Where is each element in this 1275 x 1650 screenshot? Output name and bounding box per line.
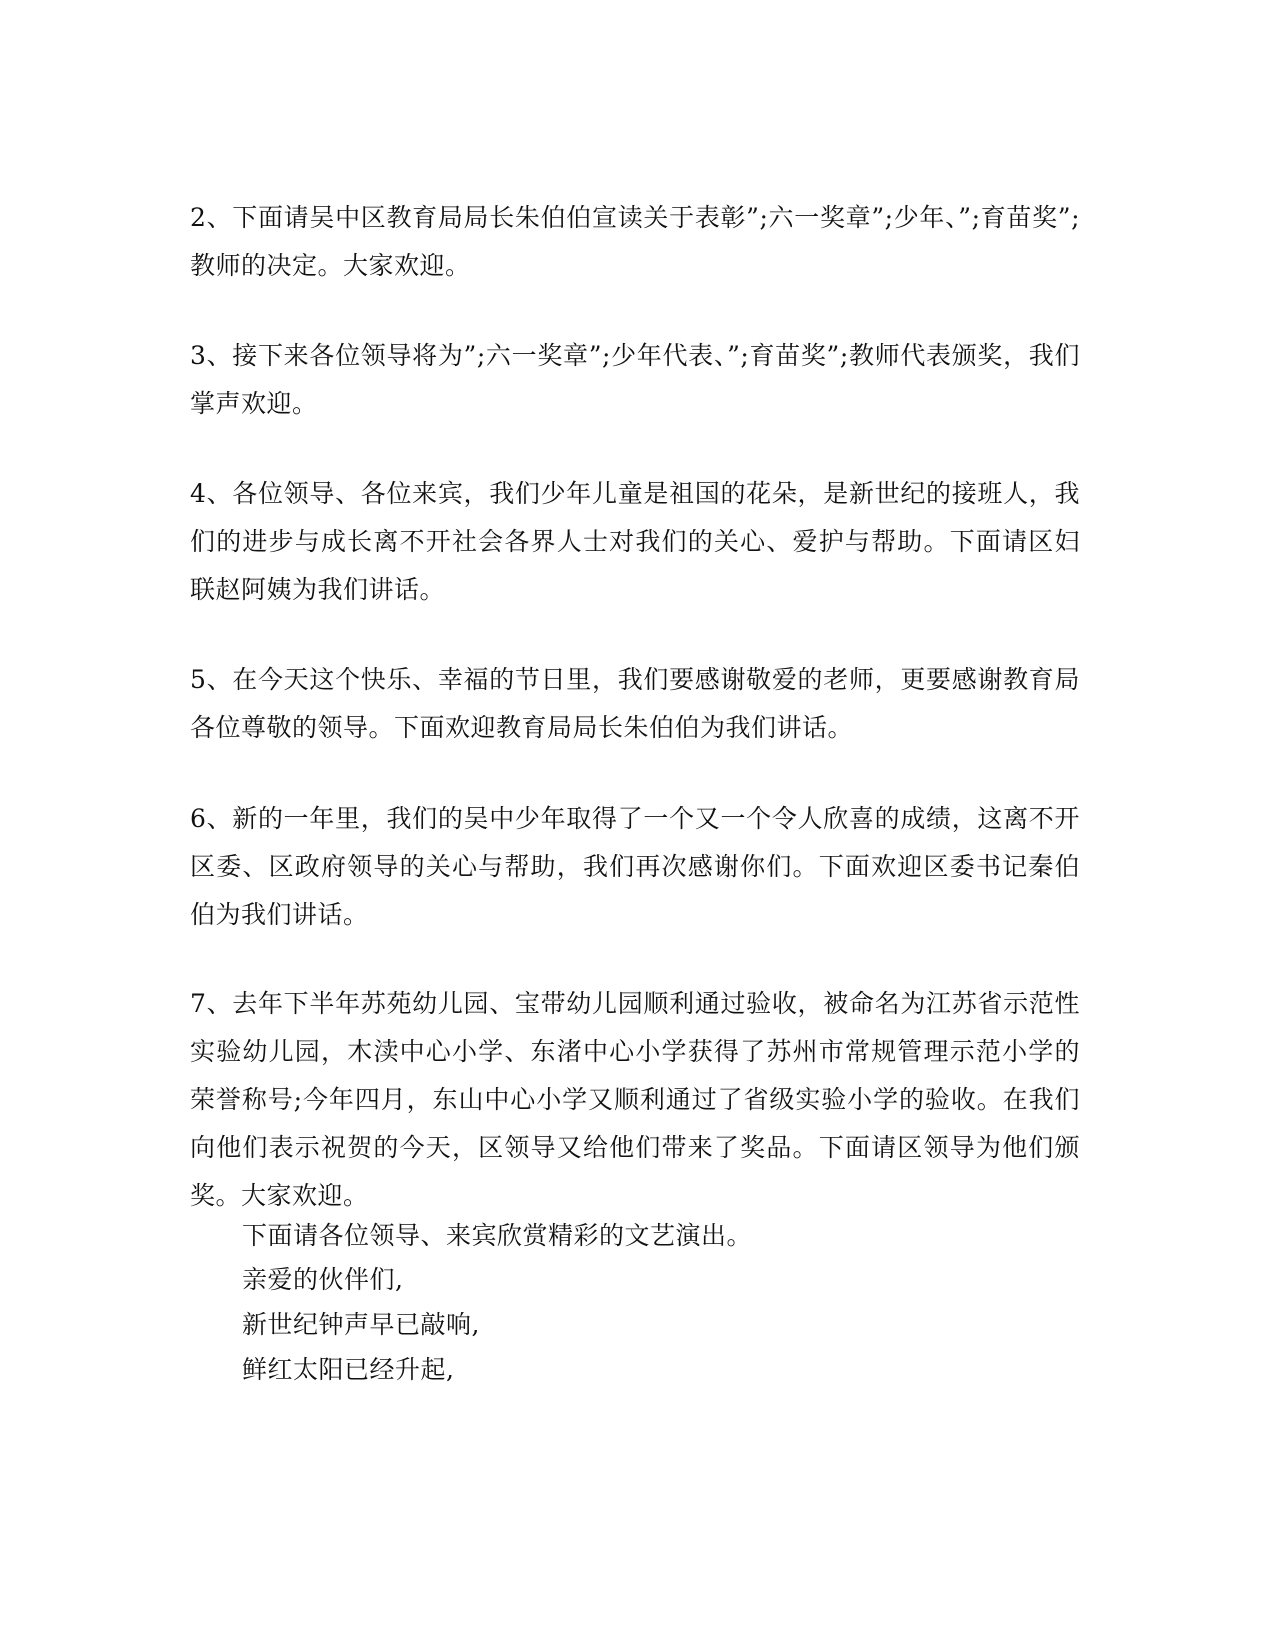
paragraph-3: 3、接下来各位领导将为”;六一奖章”;少年代表、”;育苗奖”;教师代表颁奖，我们掌声欢迎。	[190, 341, 1080, 418]
verse-line-2: 亲爱的伙伴们,	[242, 1265, 404, 1294]
verse-line-1: 下面请各位领导、来宾欣赏精彩的文艺演出。	[242, 1221, 753, 1250]
paragraph-4: 4、各位领导、各位来宾，我们少年儿童是祖国的花朵，是新世纪的接班人，我们的进步与成长离不开社会各界人士对我们的关心、爱护与帮助。下面请区妇联赵阿姨为我们讲话。	[190, 479, 1080, 604]
paragraph-5: 5、在今天这个快乐、幸福的节日里，我们要感谢敬爱的老师，更要感谢教育局各位尊敬的领导。下面欢迎教育局局长朱伯伯为我们讲话。	[190, 665, 1080, 742]
paragraph-6: 6、新的一年里，我们的吴中少年取得了一个又一个令人欣喜的成绩，这离不开区委、区政府领导的关心与帮助，我们再次感谢你们。下面欢迎区委书记秦伯伯为我们讲话。	[190, 804, 1080, 929]
verse-line-4: 鲜红太阳已经升起,	[242, 1355, 455, 1384]
paragraph-7: 7、去年下半年苏苑幼儿园、宝带幼儿园顺利通过验收，被命名为江苏省示范性实验幼儿园，木渎中心小学、东渚中心小学获得了苏州市常规管理示范小学的荣誉称号;今年四月，东山中心小学又顺利通过了省级实验小学的验收。在我们向他们表示祝贺的今天，区领导又给他们带来了奖品。下面请区领导为他们颁奖。大家欢迎。	[190, 989, 1080, 1210]
verse-line-3: 新世纪钟声早已敲响,	[242, 1310, 480, 1339]
paragraph-2: 2、下面请吴中区教育局局长朱伯伯宣读关于表彰”;六一奖章”;少年、”;育苗奖”;教师的决定。大家欢迎。	[190, 203, 1080, 280]
